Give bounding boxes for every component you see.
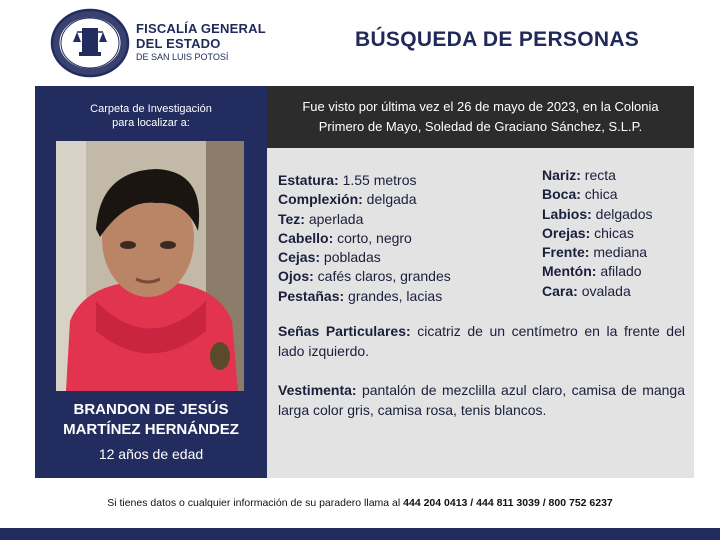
- org-name-line3: DE SAN LUIS POTOSÍ: [136, 52, 229, 62]
- feature-value: chicas: [594, 224, 634, 241]
- last-seen-banner: [267, 86, 694, 148]
- feature-label: Pestañas:: [278, 287, 345, 304]
- contact-footer: [0, 497, 720, 509]
- feature-row: [278, 210, 451, 229]
- features-left: [278, 171, 451, 306]
- feature-row: [542, 262, 653, 281]
- senas-label: Señas Particulares:: [278, 323, 411, 339]
- feature-row: [278, 267, 451, 286]
- feature-value: aperlada: [308, 210, 364, 227]
- feature-value: grandes, lacias: [348, 287, 443, 304]
- feature-label: Labios:: [542, 205, 592, 222]
- footer-text: Si tienes datos o cualquier información de su paradero llama al: [107, 497, 401, 509]
- senas-particulares: [278, 322, 685, 361]
- carpeta-line1: Carpeta de Investigación: [90, 103, 212, 115]
- bottom-bar: [0, 528, 720, 540]
- missing-person-photo: [56, 141, 244, 391]
- vestimenta-text: pantalón de mezclilla azul claro, camisa de manga larga color gris, camisa rosa, tenis blancos.: [278, 382, 685, 418]
- feature-label: Nariz:: [542, 167, 581, 183]
- last-seen-line2: Primero de Mayo, Soledad de Graciano Sánchez, S.L.P.: [318, 119, 643, 134]
- feature-label: Orejas:: [542, 224, 591, 241]
- feature-value: mediana: [593, 244, 648, 261]
- feature-row: [278, 248, 451, 267]
- feature-label: Ojos:: [278, 268, 314, 285]
- feature-label: Cabello:: [278, 229, 334, 246]
- feature-value: recta: [584, 167, 616, 183]
- feature-label: Mentón:: [542, 263, 597, 280]
- carpeta-text: [35, 102, 267, 130]
- feature-row: [542, 185, 653, 204]
- person-name-line1: BRANDON DE JESÚS: [73, 401, 229, 418]
- feature-label: Tez:: [278, 210, 305, 227]
- feature-row: [542, 166, 653, 185]
- feature-row: [278, 287, 451, 306]
- senas-text: cicatriz de un centímetro en la frente del lado izquierdo.: [278, 323, 685, 359]
- feature-value: 1.55 metros: [342, 172, 417, 188]
- person-age: 12 años de edad: [98, 446, 204, 462]
- feature-label: Frente:: [542, 244, 590, 261]
- feature-label: Boca:: [542, 186, 581, 203]
- feature-row: [542, 224, 653, 243]
- person-name-line2: MARTÍNEZ HERNÁNDEZ: [63, 421, 239, 438]
- footer-phones: 444 204 0413 / 444 811 3039 / 800 752 6237: [403, 497, 613, 509]
- features-right: [542, 166, 653, 301]
- feature-value: ovalada: [581, 282, 631, 299]
- fiscalia-seal-logo: [50, 8, 130, 78]
- feature-row: [278, 190, 451, 209]
- feature-value: chica: [584, 186, 618, 203]
- last-seen-line1: Fue visto por última vez el 26 de mayo de 2023, en la Colonia: [302, 99, 659, 114]
- feature-value: afilado: [600, 263, 642, 280]
- person-name: [35, 400, 267, 440]
- feature-value: delgada: [366, 191, 417, 208]
- feature-value: pobladas: [323, 249, 381, 266]
- feature-row: [542, 243, 653, 262]
- org-name-line2: DEL ESTADO: [136, 36, 221, 51]
- org-name-line1: FISCALÍA GENERAL: [136, 21, 266, 36]
- vestimenta-label: Vestimenta:: [278, 382, 357, 398]
- feature-value: delgados: [595, 205, 653, 222]
- feature-row: [278, 171, 451, 190]
- feature-row: [542, 205, 653, 224]
- carpeta-line2: para localizar a:: [112, 117, 190, 129]
- feature-label: Complexión:: [278, 191, 363, 208]
- page-title: BÚSQUEDA DE PERSONAS: [355, 28, 640, 51]
- feature-label: Cejas:: [278, 249, 321, 266]
- vestimenta: [278, 381, 685, 420]
- feature-value: corto, negro: [337, 229, 412, 246]
- feature-label: Estatura:: [278, 172, 339, 188]
- feature-row: [542, 282, 653, 301]
- feature-row: [278, 229, 451, 248]
- feature-value: cafés claros, grandes: [317, 268, 451, 285]
- feature-label: Cara:: [542, 282, 578, 299]
